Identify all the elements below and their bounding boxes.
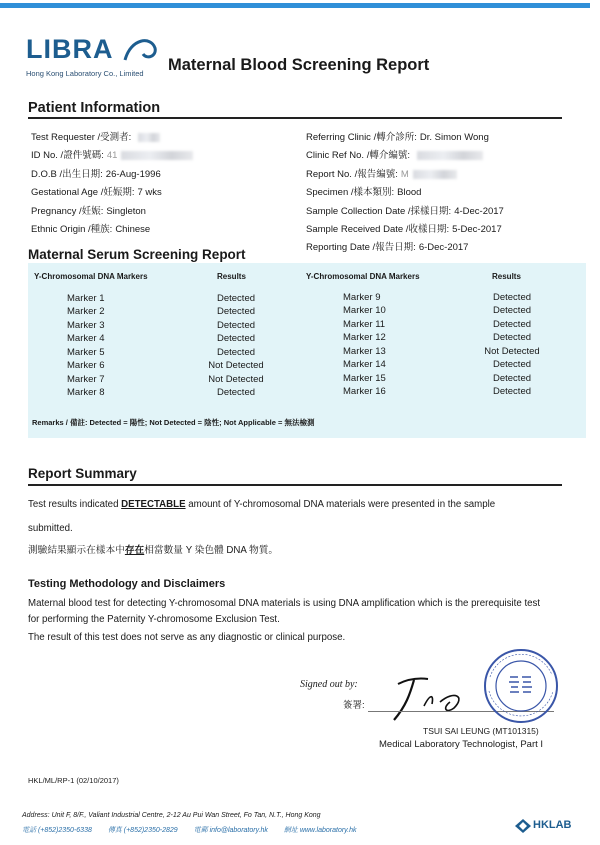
marker-result: Detected (492, 359, 532, 370)
marker-name: Marker 1 (67, 293, 105, 304)
redacted-block (121, 151, 193, 160)
dob-label: D.O.B /出生日期: (31, 169, 103, 180)
marker-name: Marker 14 (343, 359, 386, 370)
marker-result: Detected (492, 332, 532, 343)
marker-result: Detected (216, 306, 256, 317)
signer-name: TSUI SAI LEUNG (MT101315) (423, 726, 539, 736)
hklab-logo (514, 818, 588, 834)
pregnancy-value: Singleton (106, 206, 146, 217)
patient-info-heading: Patient Information (28, 100, 161, 116)
marker-name: Marker 8 (67, 387, 105, 398)
referring-clinic-field (306, 129, 489, 143)
marker-result: Detected (492, 373, 532, 384)
right-results-column-header: Results (492, 272, 521, 281)
test-requester-field (31, 129, 160, 143)
clinic-ref-field (306, 147, 483, 161)
marker-name: Marker 12 (343, 332, 386, 343)
phone-contact: 電話 (+852)2350-6338 (22, 827, 92, 834)
hklab-diamond-icon (514, 818, 532, 834)
gestational-age-field (31, 184, 162, 198)
serum-screening-heading: Maternal Serum Screening Report (28, 247, 246, 262)
reporting-date-value: 6-Dec-2017 (418, 242, 469, 253)
company-seal-stamp (480, 645, 562, 727)
summary-cn-emphasis: 存在 (124, 545, 145, 556)
summary-cn-after: 相當數量 Y 染色體 DNA 物質。 (144, 545, 279, 556)
signed-out-by-cn-label: 簽署: (343, 700, 365, 711)
id-no-value: 41 (106, 150, 118, 161)
referring-clinic-value: Dr. Simon Wong (419, 132, 489, 143)
top-accent-stripe (0, 3, 590, 8)
ethnic-origin-value: Chinese (115, 224, 151, 235)
id-no-label: ID No. /證件號碼: (31, 150, 104, 161)
summary-chinese-line (28, 542, 278, 556)
report-summary-heading: Report Summary (28, 466, 137, 481)
company-address: Address: Unit F, 8/F., Valiant Industrial Centre, 2-12 Au Pui Wan Street, Fo Tan, N.T., Hong Kong (22, 812, 321, 819)
clinic-ref-label: Clinic Ref No. /轉介編號: (306, 150, 410, 161)
website-link[interactable]: 網址 www.laboratory.hk (283, 827, 357, 834)
left-results-column-header: Results (217, 272, 246, 281)
referring-clinic-label: Referring Clinic /轉介診所: (306, 132, 417, 143)
redacted-block (138, 133, 160, 142)
test-requester-label: Test Requester /受測者: (31, 132, 132, 143)
report-no-label: Report No. /報告編號: (306, 169, 398, 180)
redacted-block (413, 170, 457, 179)
marker-name: Marker 5 (67, 347, 105, 358)
collection-date-label: Sample Collection Date /採樣日期: (306, 206, 452, 217)
report-title: Maternal Blood Screening Report (168, 56, 430, 74)
summary-text-after: amount of Y-chromosomal DNA materials were presented in the sample (185, 499, 496, 510)
dob-value: 26-Aug-1996 (105, 169, 161, 180)
marker-name: Marker 3 (67, 320, 105, 331)
summary-cn-before: 測驗結果顯示在樣本中 (28, 545, 125, 556)
marker-result: Detected (492, 319, 532, 330)
pregnancy-label: Pregnancy /妊娠: (31, 206, 104, 217)
marker-result: Detected (216, 387, 256, 398)
marker-result: Detected (492, 386, 532, 397)
marker-name: Marker 4 (67, 333, 105, 344)
left-markers-column-header: Y-Chromosomal DNA Markers (34, 272, 148, 281)
report-no-value: M (400, 169, 409, 180)
marker-name: Marker 6 (67, 360, 105, 371)
received-date-field (306, 221, 502, 235)
marker-name: Marker 10 (343, 305, 386, 316)
report-no-field (306, 166, 457, 180)
marker-name: Marker 2 (67, 306, 105, 317)
marker-result: Detected (216, 293, 256, 304)
marker-name: Marker 11 (343, 319, 386, 330)
logo-subtitle: Hong Kong Laboratory Co., Limited (26, 69, 144, 78)
marker-name: Marker 13 (343, 346, 386, 357)
summary-text-before: Test results indicated (28, 499, 122, 510)
reporting-date-field (306, 239, 468, 253)
contact-row (22, 825, 371, 835)
form-code: HKL/ML/RP-1 (02/10/2017) (28, 776, 119, 785)
ethnic-origin-field (31, 221, 150, 235)
hklab-wordmark: HKLAB (533, 819, 572, 831)
marker-result: Not Detected (484, 346, 540, 357)
marker-result: Not Detected (208, 360, 264, 371)
detectable-emphasis: DETECTABLE (121, 499, 186, 510)
methodology-line-3: The result of this test does not serve as any diagnostic or clinical purpose. (28, 632, 346, 643)
reporting-date-label: Reporting Date /報告日期: (306, 242, 416, 253)
logo-swirl-icon (121, 34, 161, 66)
received-date-value: 5-Dec-2017 (452, 224, 502, 235)
gestational-age-label: Gestational Age /妊娠期: (31, 187, 135, 198)
dob-field (31, 166, 161, 180)
marker-result: Detected (216, 347, 256, 358)
marker-name: Marker 7 (67, 374, 105, 385)
gestational-age-value: 7 wks (137, 187, 162, 198)
collection-date-value: 4-Dec-2017 (454, 206, 504, 217)
specimen-value: Blood (397, 187, 422, 198)
received-date-label: Sample Received Date /收樣日期: (306, 224, 450, 235)
email-link[interactable]: 電郵 info@laboratory.hk (193, 827, 268, 834)
redacted-block (417, 151, 483, 160)
marker-result: Detected (216, 333, 256, 344)
collection-date-field (306, 203, 504, 217)
results-remarks: Remarks / 備註: Detected = 陽性; Not Detected = 陰性; Not Applicable = 無法檢測 (32, 418, 315, 427)
summary-line-1 (28, 499, 495, 510)
logo-wordmark: LIBRA (26, 34, 114, 64)
methodology-heading: Testing Methodology and Disclaimers (28, 578, 226, 590)
signed-out-by-label: Signed out by: (300, 679, 358, 690)
ethnic-origin-label: Ethnic Origin /種族: (31, 224, 113, 235)
fax-contact: 傳真 (+852)2350-2829 (107, 827, 178, 834)
patient-info-divider (28, 117, 562, 119)
libra-logo (26, 34, 166, 82)
id-no-field (31, 147, 193, 161)
right-markers-column-header: Y-Chromosomal DNA Markers (306, 272, 420, 281)
marker-result: Not Detected (208, 374, 264, 385)
marker-result: Detected (492, 305, 532, 316)
handwritten-signature (380, 664, 480, 724)
summary-line-2: submitted. (28, 523, 73, 534)
specimen-label: Specimen /樣本類別: (306, 187, 395, 198)
methodology-line-2: for performing the Paternity Y-chromosome Exclusion Test. (28, 614, 280, 625)
specimen-field (306, 184, 421, 198)
marker-name: Marker 9 (343, 292, 381, 303)
pregnancy-field (31, 203, 146, 217)
marker-result: Detected (216, 320, 256, 331)
marker-name: Marker 15 (343, 373, 386, 384)
signer-title: Medical Laboratory Technologist, Part I (379, 739, 544, 750)
methodology-line-1: Maternal blood test for detecting Y-chromosomal DNA materials is using DNA amplification which is the prerequisite test (28, 598, 541, 609)
marker-name: Marker 16 (343, 386, 386, 397)
report-summary-divider (28, 484, 562, 486)
marker-result: Detected (492, 292, 532, 303)
